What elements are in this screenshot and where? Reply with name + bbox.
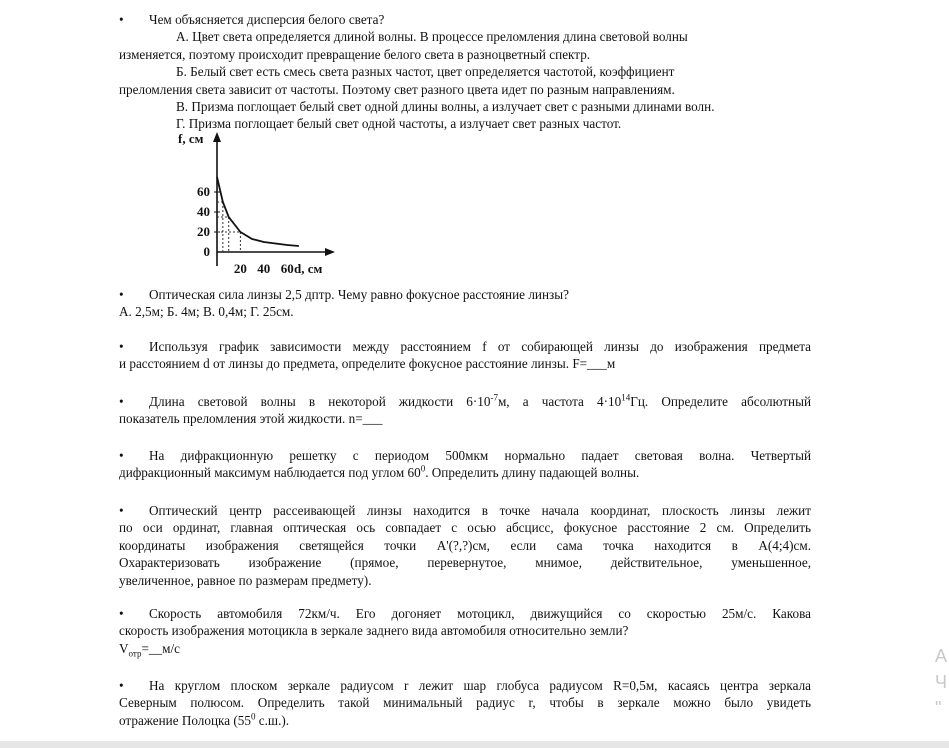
question-7-answer: $V_{отр}=\_\_м/с$	[119, 640, 180, 659]
question-8-line1: На круглом плоском зеркале радиусом r лежит шар глобуса радиусом R=0,5м, касаясь центра зеркала	[149, 678, 811, 693]
question-6-line2: по оси ординат, главная оптическая ось совпадает с осью абсцисс, фокусное расстояние 2 см. Определить	[119, 520, 811, 536]
question-2	[119, 286, 811, 321]
bullet: •	[119, 339, 124, 354]
question-3	[119, 338, 811, 373]
graph-f-vs-d	[170, 128, 340, 278]
question-7-line2: скорость изображения мотоцикла в зеркале заднего вида автомобиля относительно земли?	[119, 623, 629, 639]
exponent: -7	[490, 392, 498, 403]
question-2-options: А. 2,5м; Б. 4м; В. 0,4м; Г. 25см.	[119, 304, 294, 320]
y-tick-label: 20	[197, 224, 210, 239]
question-8: • На круглом плоском зеркале радиусом r лежит шар глобуса радиусом R=0,5м, касаясь центра зеркала Северным полюсом. Определить такой минимальный радиус r, чтобы в зеркале можно было увидеть отражение Полоцка ($55^0$ с.ш.).	[119, 678, 811, 728]
question-7-line1: Скорость автомобиля 72км/ч. Его догоняет мотоцикл, движущийся со скоростью 25м/с. Какова	[149, 606, 811, 621]
question-4-line2: показатель преломления этой жидкости. n=___	[119, 411, 383, 427]
bullet: •	[119, 448, 124, 463]
window-bottom-edge	[0, 741, 949, 748]
bullet: •	[119, 287, 124, 302]
question-1	[119, 11, 811, 133]
x-axis-label: d, см	[294, 261, 323, 276]
y-axis-label: f, см	[178, 131, 204, 146]
bullet: •	[119, 678, 124, 693]
x-tick-label: 20	[233, 261, 247, 276]
exponent: 14	[621, 392, 631, 403]
question-7	[119, 605, 811, 657]
question-4-part3: Гц. Определите абсолютный	[630, 394, 812, 409]
question-6-line1: Оптический центр рассеивающей линзы находится в точке начала координат, плоскость линзы лежит	[149, 503, 811, 518]
y-tick-label: 60	[197, 184, 210, 199]
question-6-line3: координаты изображения светящейся точки А'(?,?)см, если сама точка находится в А(4;4)см.	[119, 537, 811, 553]
answer-b-line1: Б. Белый свет есть смесь света разных частот, цвет определяется частотой, коэффициент	[176, 64, 675, 80]
degree-sign: 0	[250, 711, 256, 722]
bullet: •	[119, 503, 124, 518]
question-4	[119, 393, 811, 428]
degree-sign: 0	[420, 464, 426, 475]
data-curve	[217, 177, 299, 246]
question-8-line3: отражение Полоцка (55	[119, 712, 251, 728]
question-1-title: • Чем объясняется дисперсия белого света?	[119, 12, 385, 27]
x-tick-label: 40	[257, 261, 271, 276]
answer-v: В. Призма поглощает белый свет одной длины волны, а излучает свет с разными длинами волн.	[176, 99, 715, 115]
question-3-line1: Используя график зависимости между расстоянием f от собирающей линзы до изображения предмета	[149, 339, 811, 354]
question-6	[119, 502, 811, 589]
question-3-line2: и расстоянием d от линзы до предмета, определите фокусное расстояние линзы. F=___м	[119, 356, 616, 372]
question-6-line4: Охарактеризовать изображение (прямое, перевернутое, мнимое, действительное, уменьшенное,	[119, 555, 811, 571]
question-6-line5: увеличенное, равное по размерам предмету).	[119, 572, 372, 588]
y-tick-label: 40	[197, 204, 210, 219]
question-5: • На дифракционную решетку с периодом 500мкм нормально падает световая волна. Четвертый дифракционный максимум наблюдается под углом $60^0$. Определить длину падающей волны.	[119, 448, 811, 481]
answer-g: Г. Призма поглощает белый свет одной частоты, а излучает свет разных частот.	[176, 116, 622, 132]
answer-a-line1: А. Цвет света определяется длиной волны. В процессе преломления длина световой волны	[176, 29, 688, 45]
clipped-edge-text: А Ч "	[935, 646, 948, 718]
question-4-part2: м, а частота 4·10	[497, 394, 622, 409]
question-2-text: Оптическая сила линзы 2,5 дптр. Чему равно фокусное расстояние линзы?	[149, 287, 569, 302]
bullet: •	[119, 606, 124, 621]
question-5-line1: На дифракционную решетку с периодом 500мкм нормально падает световая волна. Четвертый	[149, 448, 811, 463]
bullet: •	[119, 394, 124, 409]
bullet: •	[119, 12, 124, 27]
y-tick-label: 0	[203, 244, 210, 259]
question-5-line2: дифракционный максимум наблюдается под углом 60	[119, 465, 421, 481]
question-4-part1: Длина световой волны в некоторой жидкости 6·10	[149, 394, 491, 409]
question-8-line2: Северным полюсом. Определить такой минимальный радиус r, чтобы в зеркале можно было увидеть	[119, 695, 811, 711]
y-axis-arrow-icon	[213, 132, 221, 142]
answer-a-line2: изменяется, поэтому происходит превращение белого света в разноцветный спектр.	[119, 46, 591, 62]
x-tick-label: 60	[280, 261, 294, 276]
x-axis-arrow-icon	[325, 248, 335, 256]
answer-b-line2: преломления света зависит от частоты. Поэтому свет разного цвета идет по разным направлениям.	[119, 81, 675, 97]
